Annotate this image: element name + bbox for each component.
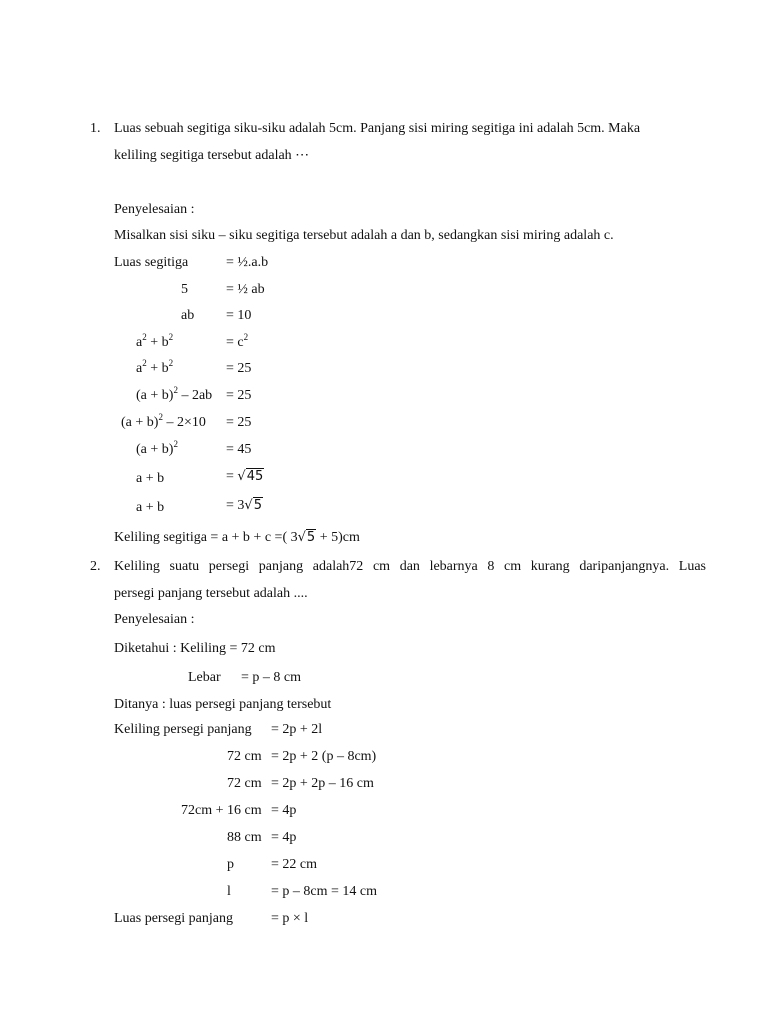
problem-2-asked: Ditanya : luas persegi panjang tersebut — [114, 697, 332, 712]
square-root: √5 — [297, 530, 316, 545]
p2-step-7-rhs: = p – 8cm = 14 cm — [271, 884, 377, 899]
problem-1-number: 1. — [90, 121, 101, 136]
p2-step-8-rhs: = p × l — [271, 911, 309, 926]
p2-step-5-lhs: 88 cm — [227, 830, 262, 845]
p1-step-9-lhs: a + b — [136, 471, 165, 486]
problem-1-question-line-1: Luas sebuah segitiga siku-siku adalah 5cm. Panjang sisi miring segitiga ini adalah 5cm. Maka — [114, 121, 641, 136]
p1-step-4-rhs: = $c^2$ — [226, 332, 249, 350]
p2-step-1-lhs: Keliling persegi panjang — [114, 722, 252, 737]
square-root: √5 — [244, 498, 262, 513]
p1-step-7-rhs: = 25 — [226, 415, 252, 430]
p2-step-3-lhs: 72 cm — [227, 776, 262, 791]
problem-2-number: 2. — [90, 559, 101, 574]
square-root: √45 — [237, 469, 264, 484]
p1-step-3-lhs: ab — [181, 308, 195, 323]
p1-step-8-rhs: = 45 — [226, 442, 252, 457]
p1-step-8-lhs: $(a + b)^2$ — [136, 439, 178, 457]
p1-step-6-lhs: $(a + b)^2 - 2ab$ — [136, 385, 213, 403]
p1-step-10-rhs: = 3√5 — [226, 498, 262, 513]
problem-1-solution-heading: Penyelesaian : — [114, 202, 195, 217]
p1-step-9-rhs: = √45 — [226, 469, 264, 484]
problem-1-conclusion: Keliling segitiga = a + b + c =( 3√5 + 5)cm — [114, 530, 360, 545]
p1-step-1-rhs: = ½.a.b — [226, 255, 269, 270]
p2-step-6-lhs: p — [227, 857, 234, 872]
p1-step-6-rhs: = 25 — [226, 388, 252, 403]
p1-step-1-lhs: Luas segitiga — [114, 255, 189, 270]
problem-2-question-line-1: Keliling suatu persegi panjang adalah72 cm dan lebarnya 8 cm kurang daripanjangnya. Luas — [114, 559, 706, 574]
p2-step-1-rhs: = 2p + 2l — [271, 722, 323, 737]
problem-2-known: Diketahui : Keliling = 72 cm — [114, 641, 276, 656]
problem-1-solution-intro: Misalkan sisi siku – siku segitiga tersebut adalah a dan b, sedangkan sisi miring adalah c. — [114, 228, 614, 243]
p2-step-6-rhs: = 22 cm — [271, 857, 317, 872]
p1-step-2-rhs: = ½ ab — [226, 282, 265, 297]
p2-step-4-lhs: 72cm + 16 cm — [181, 803, 262, 818]
problem-2-question-line-2: persegi panjang tersebut adalah .... — [114, 586, 308, 601]
problem-2-known-width-rhs: = p – 8 cm — [241, 670, 301, 685]
p2-step-7-lhs: l — [227, 884, 231, 899]
p2-step-5-rhs: = 4p — [271, 830, 297, 845]
problem-2-solution-heading: Penyelesaian : — [114, 612, 195, 627]
p1-step-4-lhs: $a^2 + b^2$ — [136, 332, 174, 350]
p2-step-4-rhs: = 4p — [271, 803, 297, 818]
p1-step-7-lhs: $(a + b)^2 - 2\times 10$ — [121, 412, 206, 430]
p1-step-5-lhs: $a^2 + b^2$ — [136, 358, 174, 376]
p2-step-2-rhs: = 2p + 2 (p – 8cm) — [271, 749, 377, 764]
problem-1-question-line-2: keliling segitiga tersebut adalah ⋯ — [114, 148, 310, 163]
p1-step-2-lhs: 5 — [181, 282, 188, 297]
problem-2-known-width-lhs: Lebar — [188, 670, 221, 685]
p1-step-5-rhs: = 25 — [226, 361, 252, 376]
p2-step-2-lhs: 72 cm — [227, 749, 262, 764]
p1-step-10-lhs: a + b — [136, 500, 165, 515]
p2-step-8-lhs: Luas persegi panjang — [114, 911, 233, 926]
p1-step-3-rhs: = 10 — [226, 308, 252, 323]
p2-step-3-rhs: = 2p + 2p – 16 cm — [271, 776, 374, 791]
